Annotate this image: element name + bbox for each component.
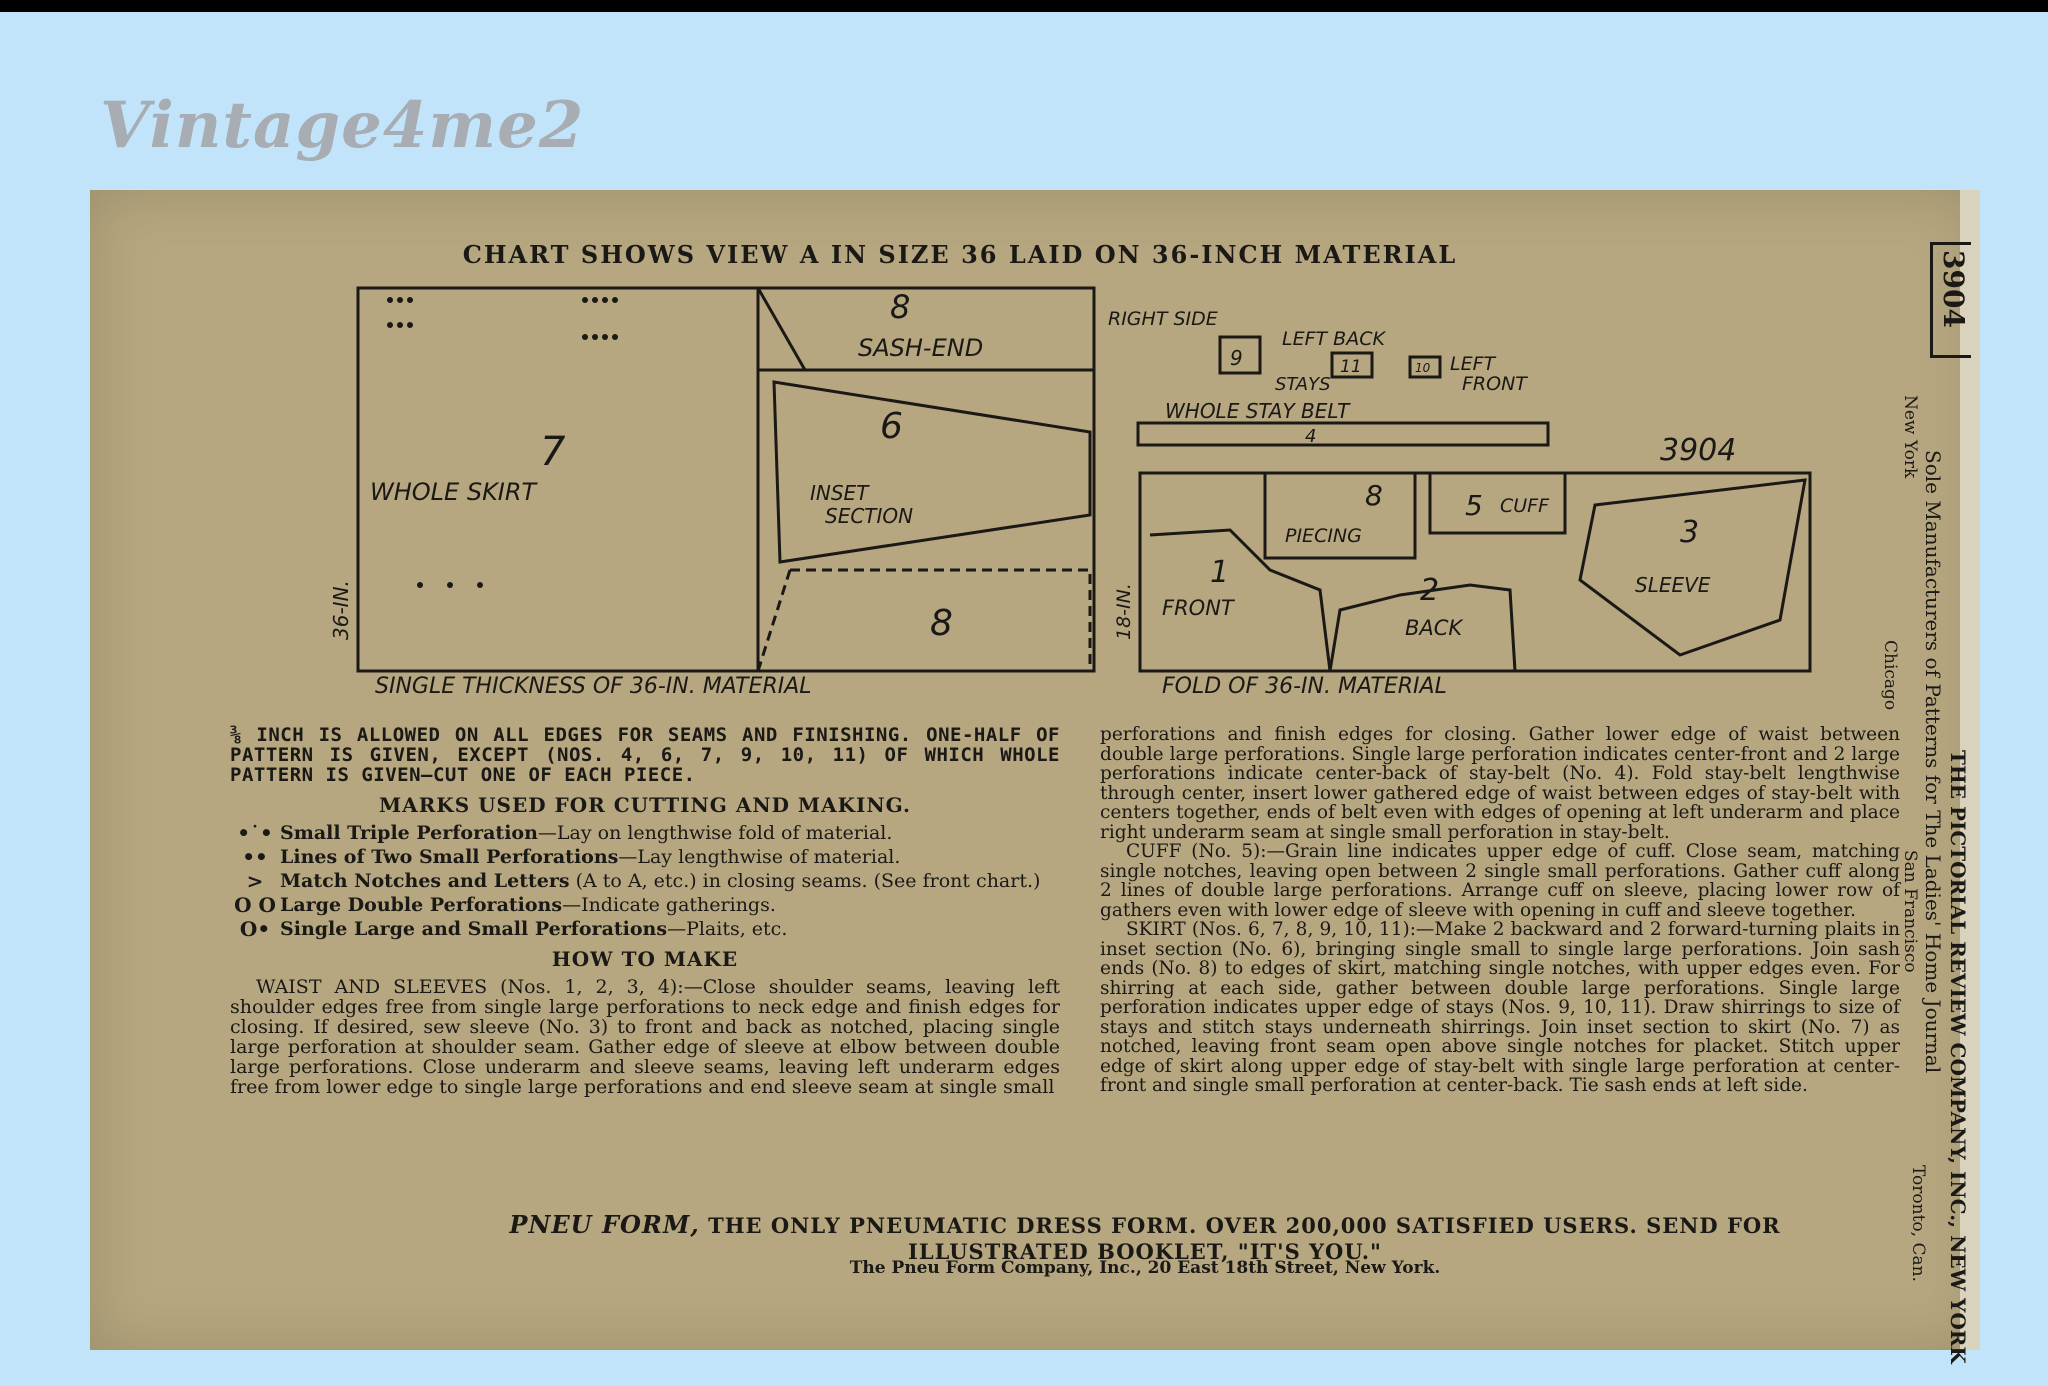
- mark-desc: —Indicate gatherings.: [562, 894, 776, 916]
- lower-sash-diagonal: [758, 570, 790, 671]
- back-number: 2: [1420, 573, 1440, 608]
- stay-belt-number: 4: [1305, 426, 1317, 447]
- skirt-instructions: SKIRT (Nos. 6, 7, 8, 9, 10, 11):—Make 2 backward and 2 forward-turning plaits in inset section (No. 6), bringing single small to single large perforations. Join sash ends (No. 8) to edges of skirt, matching single notches, with upper edges even. For shirring at each side, gather between double large perforations. Single large perforation indicates upper edge of stays (Nos. 9, 10, 11). Draw shirrings to size of stays and stitch stays underneath shirrings. Join inset section to skirt (No. 7) as notched, leaving front seam open above single notches for placket. Stitch upper edge of skirt along upper edge of stay-belt with single large perforation at center-front and single small perforation at center-back. Tie sash ends at left side.: [1100, 919, 1900, 1096]
- pattern-number-handwritten: 3904: [1660, 433, 1737, 468]
- piecing-number: 8: [1365, 479, 1383, 512]
- right-caption: FOLD OF 36-IN. MATERIAL: [1162, 674, 1447, 699]
- mark-desc: —Lay on lengthwise fold of material.: [537, 822, 893, 844]
- advertisement-text: THE ONLY PNEUMATIC DRESS FORM. OVER 200,000 SATISFIED USERS. SEND FOR ILLUSTRATED BOOKLET, "IT'S YOU.": [708, 1213, 1781, 1264]
- left-text-column: [230, 725, 1060, 1097]
- cuff-number: 5: [1465, 489, 1483, 522]
- watermark: Vintage4me2: [100, 88, 585, 163]
- lower-sash-number: 8: [930, 603, 953, 644]
- sidebar-city-chicago: Chicago: [1880, 640, 1900, 711]
- perforation-dot: [407, 322, 413, 328]
- cutting-layout-diagram: [90, 190, 1890, 710]
- cuff-label: CUFF: [1500, 495, 1550, 517]
- mark-name: Lines of Two Small Perforations: [280, 846, 619, 868]
- two-small-perforations-symbol: ••: [242, 845, 268, 869]
- back-label: BACK: [1405, 616, 1463, 640]
- stay-11-number: 11: [1340, 357, 1362, 377]
- piecing-label: PIECING: [1285, 525, 1362, 547]
- inset-number: 6: [880, 406, 903, 447]
- mark-name: Small Triple Perforation: [280, 822, 538, 844]
- skirt-label: WHOLE SKIRT: [370, 478, 537, 506]
- perforation-dot: [417, 582, 423, 588]
- perforation-dot: [447, 582, 453, 588]
- perforation-dot: [602, 297, 608, 303]
- mark-desc: —Plaits, etc.: [667, 918, 788, 940]
- right-side-dimension: 18-IN.: [1113, 583, 1135, 640]
- mark-name: Match Notches and Letters: [280, 870, 570, 892]
- sash-diagonal: [758, 288, 805, 370]
- marks-heading: MARKS USED FOR CUTTING AND MAKING.: [379, 793, 911, 817]
- perforation-dot: [407, 297, 413, 303]
- left-side-label: 36-IN.: [329, 580, 353, 640]
- pattern-envelope: [90, 190, 1980, 1364]
- pneu-form-brand: PNEU FORM,: [509, 1210, 700, 1239]
- sidebar-tagline: Sole Manufacturers of Patterns for The Ladies' Home Journal: [1921, 450, 1945, 1074]
- mark-name: Large Double Perforations: [280, 894, 563, 916]
- perforation-dot: [397, 297, 403, 303]
- perforation-dot: [477, 582, 483, 588]
- chart-title: CHART SHOWS VIEW A IN SIZE 36 LAID ON 36-INCH MATERIAL: [462, 240, 1458, 269]
- large-small-perforation-symbol: O•: [239, 917, 271, 941]
- stay-belt-label: WHOLE STAY BELT: [1165, 399, 1350, 423]
- skirt-number: 7: [540, 429, 566, 475]
- mark-name: Single Large and Small Perforations: [280, 918, 668, 940]
- left-back-label: LEFT BACK: [1282, 328, 1385, 350]
- sash-label: SASH-END: [858, 334, 984, 362]
- perforation-dot: [612, 297, 618, 303]
- inset-label-2: SECTION: [825, 504, 914, 528]
- sleeve-number: 3: [1680, 515, 1700, 550]
- front-number: 1: [1210, 555, 1230, 590]
- waist-sleeves-instructions: WAIST AND SLEEVES (Nos. 1, 2, 3, 4):—Close shoulder seams, leaving left shoulder edges free from single large perforations to neck edge and finish edges for closing. If desired, sew sleeve (No. 3) to front and back as notched, placing single large perforation at shoulder seam. Gather edge of sleeve at elbow between double large perforations. Close underarm and sleeve seams, leaving left underarm edges free from lower edge to single large perforations and end sleeve seam at single small: [230, 976, 1060, 1098]
- stay-10-number: 10: [1415, 361, 1431, 375]
- right-side-label: RIGHT SIDE: [1108, 308, 1218, 330]
- stay-9-number: 9: [1230, 346, 1243, 370]
- perforation-dot: [397, 322, 403, 328]
- perforation-dot: [387, 297, 393, 303]
- company-address: The Pneu Form Company, Inc., 20 East 18th Street, New York.: [849, 1258, 1441, 1278]
- sidebar-city-new-york: New York: [1900, 395, 1920, 479]
- perforation-dot: [582, 334, 588, 340]
- sidebar-city-toronto: Toronto, Can.: [1908, 1165, 1928, 1282]
- waist-continued-instructions: perforations and finish edges for closing. Gather lower edge of waist between double large perforations. Single large perforation indicates center-front and 2 large perforations indicate center-back of stay-belt (No. 4). Fold stay-belt lengthwise through center, insert lower gathered edge of waist between edges of stay-belt with centers together, ends of belt even with edges of opening at left underarm and place right underarm seam at single small perforation in stay-belt.: [1100, 724, 1900, 843]
- perforation-dot: [592, 297, 598, 303]
- cuff-instructions: CUFF (No. 5):—Grain line indicates upper edge of cuff. Close seam, matching single notches, leaving open between 2 single small perforations. Gather cuff along 2 lines of double large perforations. Arrange cuff on sleeve, placing lower row of gathers even with lower edge of sleeve with opening in cuff and sleeve together.: [1100, 841, 1900, 921]
- stay-belt-piece: [1138, 423, 1548, 445]
- mark-item: [230, 871, 1060, 891]
- marks-list: [230, 823, 1060, 939]
- left-caption: SINGLE THICKNESS OF 36-IN. MATERIAL: [375, 674, 812, 699]
- left-front-label-2: FRONT: [1462, 373, 1527, 395]
- sidebar-company: THE PICTORIAL REVIEW COMPANY, INC., NEW YORK: [1946, 750, 1970, 1364]
- advertisement-line: [420, 1210, 1870, 1264]
- sash-number: 8: [890, 288, 911, 326]
- how-to-make-heading: HOW TO MAKE: [551, 947, 739, 971]
- mark-item: [230, 895, 1060, 915]
- left-front-label-1: LEFT: [1450, 353, 1496, 375]
- inset-section-piece: [774, 382, 1090, 562]
- mark-desc: (A to A, etc.) in closing seams. (See front chart.): [569, 870, 1041, 892]
- notch-symbol: >: [246, 869, 264, 893]
- mark-desc: —Lay lengthwise of material.: [618, 846, 901, 868]
- perforation-dot: [612, 334, 618, 340]
- perforation-dot: [582, 297, 588, 303]
- seam-allowance-note: ⅜ INCH IS ALLOWED ON ALL EDGES FOR SEAMS AND FINISHING. ONE-HALF OF PATTERN IS GIVEN, EXCEPT (NOS. 4, 6, 7, 9, 10, 11) OF WHICH WHOLE PATTERN IS GIVEN—CUT ONE OF EACH PIECE.: [230, 724, 1060, 786]
- perforation-dot: [602, 334, 608, 340]
- sidebar-pattern-number: 3904: [1937, 250, 1970, 328]
- stays-label: STAYS: [1275, 374, 1331, 395]
- perforation-dot: [592, 334, 598, 340]
- sidebar-city-san-francisco: San Francisco: [1900, 850, 1920, 973]
- right-text-column: [1100, 725, 1900, 1096]
- front-label: FRONT: [1162, 596, 1234, 620]
- perforation-dot: [387, 322, 393, 328]
- mark-item: [230, 823, 1060, 843]
- small-triple-perforation-symbol: •˙•: [237, 821, 273, 845]
- sleeve-piece: [1580, 480, 1805, 655]
- large-double-perforation-symbol: O O: [234, 893, 276, 917]
- mark-item: [230, 847, 1060, 867]
- mark-item: [230, 919, 1060, 939]
- top-bar: [0, 0, 2048, 12]
- inset-label-1: INSET: [810, 481, 869, 505]
- sleeve-label: SLEEVE: [1635, 573, 1711, 597]
